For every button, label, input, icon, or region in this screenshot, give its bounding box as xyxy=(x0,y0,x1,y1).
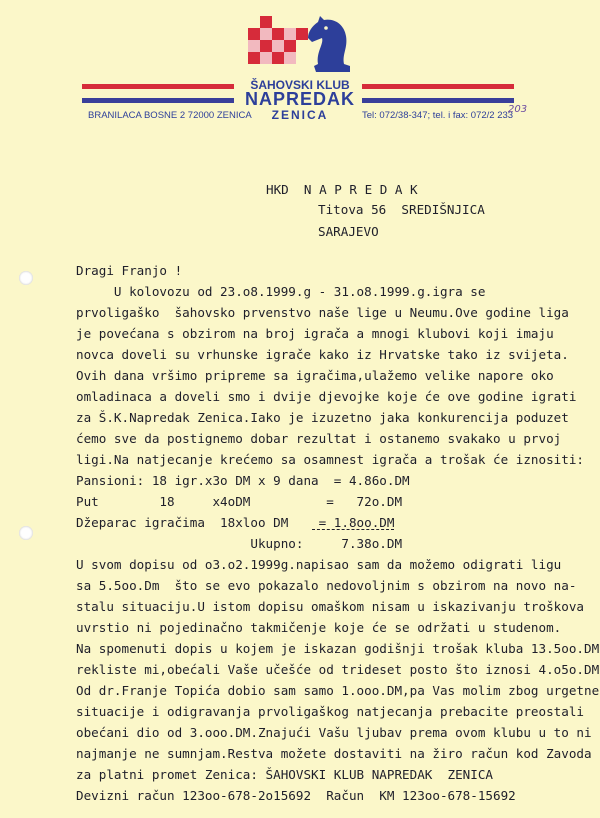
chess-knight-logo-icon xyxy=(238,14,358,74)
cost-line: Pansioni: 18 igr.x3o DM x 9 dana = 4.86o.DM xyxy=(76,473,410,488)
club-name-line2: NAPREDAK xyxy=(244,89,355,109)
handwritten-number: 203 xyxy=(508,104,528,115)
body-line: ćemo sve da postignemo dobar rezultat i ostanemo svakako u prvoj xyxy=(76,431,562,446)
body-line: Od dr.Franje Topića dobio sam samo 1.ooo.DM,pa Vas molim zbog urgetne xyxy=(76,683,600,698)
body-line: U kolovozu od 23.o8.1999.g - 31.o8.1999.g.igra se xyxy=(76,284,486,299)
body-line: novca doveli su vrhunske igrače kako iz Hrvatske tako iz svijeta. xyxy=(76,347,569,362)
addressee-line2: Titova 56 SREDIŠNJICA xyxy=(318,202,485,217)
club-name-line1: ŠAHOVSKI KLUB xyxy=(250,78,350,92)
body-line: Na spomenuti dopis u kojem je iskazan godišnji trošak kluba 13.5oo.DM xyxy=(76,641,600,656)
body-line: najmanje ne sumnjam.Restva možete dostaviti na žiro račun kod Zavoda xyxy=(76,746,592,761)
body-line: obećani dio od 3.ooo.DM.Znajući Vašu ljubav prema ovom klubu u to ni xyxy=(76,725,592,740)
body-line: Devizni račun 123oo-678-2o15692 Račun KM 123oo-678-15692 xyxy=(76,788,516,803)
body-line: je povećana s obzirom na broj igrača a mnogi klubovi koji imaju xyxy=(76,326,554,341)
sum-underline xyxy=(312,529,394,530)
cost-line: Put 18 x4oDM = 72o.DM xyxy=(76,494,403,509)
club-phone: Tel: 072/38-347; tel. i fax: 072/2 233 xyxy=(362,110,514,121)
body-line: rekliste mi,obećali Vaše učešće od trideset posto što iznosi 4.o5o.DM xyxy=(76,662,600,677)
cost-line: Džeparac igračima 18xloo DM = 1.8oo.DM xyxy=(76,515,395,530)
club-address: BRANILACA BOSNE 2 72000 ZENICA xyxy=(88,110,252,121)
punch-hole xyxy=(19,526,33,540)
punch-hole xyxy=(19,271,33,285)
greeting: Dragi Franjo ! xyxy=(76,263,183,278)
stripe-left-blue xyxy=(82,98,234,103)
stripe-right-blue xyxy=(362,98,514,103)
body-line: U svom dopisu od o3.o2.1999g.napisao sam da možemo odigrati ligu xyxy=(76,557,562,572)
body-line: Ovih dana vršimo pripreme sa igračima,ulažemo velike napore oko xyxy=(76,368,554,383)
body-line: ligi.Na natjecanje krećemo sa osamnest igrača a trošak će iznositi: xyxy=(76,452,584,467)
club-name-line3: ZENICA xyxy=(271,108,329,122)
addressee-line1: HKD N A P R E D A K xyxy=(266,182,418,197)
body-line: za Š.K.Napredak Zenica.Iako je izuzetno jaka konkurencija poduzet xyxy=(76,410,569,425)
body-line: za platni promet Zenica: ŠAHOVSKI KLUB NAPREDAK ZENICA xyxy=(76,767,494,782)
stripe-left-red xyxy=(82,84,234,89)
body-line: situacije i odigravanja prvoligaškog natjecanja prebacite preostali xyxy=(76,704,584,719)
body-line: prvoligaško šahovsko prvenstvo naše lige u Neumu.Ove godine liga xyxy=(76,305,569,320)
body-line: uvrstio ni pojedinačno takmičenje koje će se održati u studenom. xyxy=(76,620,562,635)
body-line: sa 5.5oo.Dm što se evo pokazalo nedovoljnim s obzirom na novo na- xyxy=(76,578,577,593)
body-line: omladinaca a doveli smo i dvije djevojke koje će ove godine igrati xyxy=(76,389,577,404)
addressee-line3: SARAJEVO xyxy=(318,224,379,239)
body-line: stalu situaciju.U istom dopisu omaškom nisam u iskazivanju troškova xyxy=(76,599,584,614)
cost-total: Ukupno: 7.38o.DM xyxy=(76,536,403,551)
stripe-right-red xyxy=(362,84,514,89)
